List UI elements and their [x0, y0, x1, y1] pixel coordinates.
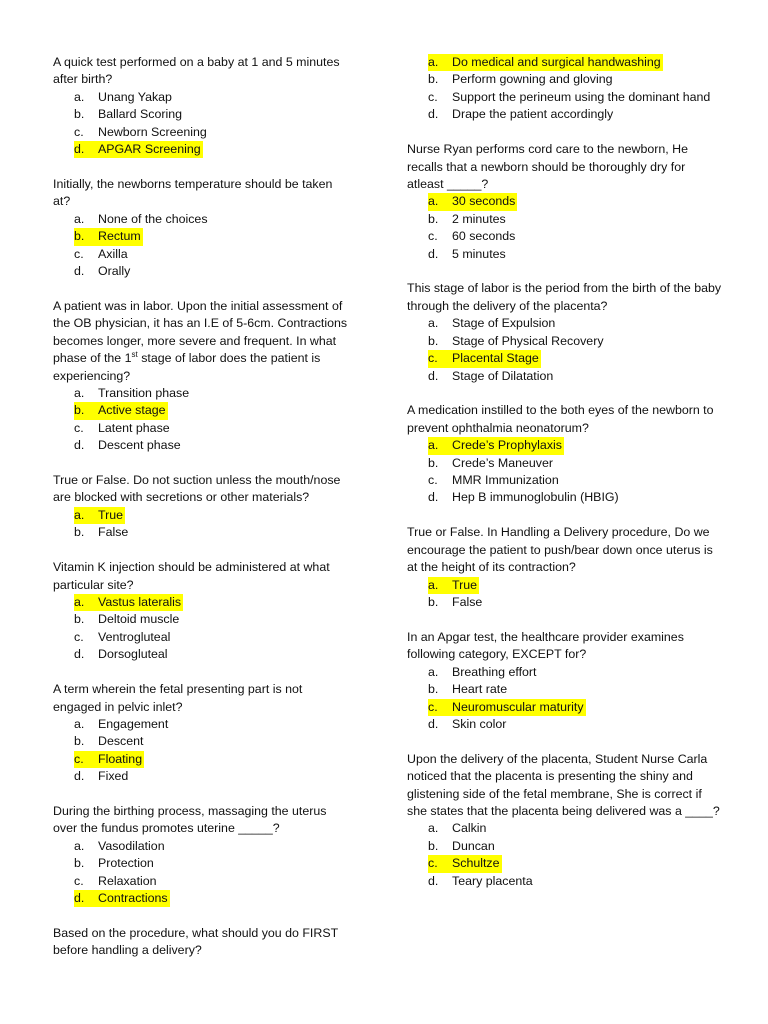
option-text: APGAR Screening — [98, 141, 203, 158]
option-text: Floating — [98, 751, 144, 768]
answer-option-highlighted — [407, 577, 722, 594]
question-stem: True or False. Do not suction unless the mouth/nose are blocked with secretions or other materials? — [53, 473, 341, 505]
answer-option — [407, 838, 722, 855]
option-text: Placental Stage — [452, 350, 541, 367]
question-stem: In an Apgar test, the healthcare provider examines following category, EXCEPT for? — [407, 629, 684, 662]
option-letter: c. — [74, 873, 84, 888]
answer-option-highlighted — [407, 350, 722, 367]
answer-option-highlighted — [53, 402, 353, 419]
option-text: Perform gowning and gloving — [452, 72, 613, 87]
option-letter: c. — [74, 246, 84, 261]
question-block — [407, 629, 722, 733]
answer-option-highlighted — [53, 228, 353, 245]
answer-option — [407, 211, 722, 228]
option-text: Orally — [98, 263, 131, 278]
option-letter: b. — [74, 734, 85, 749]
answer-option — [53, 106, 353, 123]
option-letter: c. — [74, 420, 84, 435]
option-text: True — [452, 577, 479, 594]
answer-option — [53, 768, 353, 785]
option-text: Engagement — [98, 716, 169, 731]
option-letter: d. — [428, 107, 439, 122]
answer-option — [53, 89, 353, 106]
option-text: 30 seconds — [452, 193, 517, 210]
answer-options — [407, 664, 722, 734]
question-stem: Initially, the newborns temperature should be taken at? — [53, 176, 333, 209]
option-text: Fixed — [98, 769, 129, 784]
answer-option — [53, 385, 353, 402]
answer-option — [407, 228, 722, 245]
answer-option — [407, 664, 722, 681]
option-letter: c. — [428, 89, 438, 104]
answer-option — [53, 855, 353, 872]
answer-option — [407, 106, 722, 123]
option-letter: b. — [74, 228, 98, 245]
answer-options — [407, 437, 722, 507]
answer-option-highlighted — [53, 141, 353, 158]
option-letter: b. — [428, 594, 439, 609]
answer-options — [407, 315, 722, 385]
option-text: Hep B immunoglobulin (HBIG) — [452, 490, 619, 505]
option-text: Drape the patient accordingly — [452, 107, 614, 122]
answer-option — [53, 524, 353, 541]
option-text: Duncan — [452, 838, 495, 853]
option-text: Protection — [98, 856, 154, 871]
answer-options — [53, 507, 353, 542]
answer-options — [53, 89, 353, 159]
option-letter: a. — [428, 316, 439, 331]
option-text: Teary placenta — [452, 873, 533, 888]
question-block — [53, 298, 353, 455]
left-column — [53, 54, 353, 977]
option-text: Axilla — [98, 246, 128, 261]
option-text: False — [98, 525, 129, 540]
option-text: False — [452, 594, 483, 609]
option-text: Latent phase — [98, 420, 170, 435]
option-letter: a. — [74, 716, 85, 731]
option-letter: a. — [428, 821, 439, 836]
answer-options — [53, 716, 353, 786]
answer-option — [407, 594, 722, 611]
option-text: Relaxation — [98, 873, 157, 888]
question-block — [407, 751, 722, 890]
question-stem — [53, 298, 353, 385]
question-block — [53, 176, 353, 280]
question-stem: A quick test performed on a baby at 1 and 5 minutes after birth? — [53, 55, 340, 87]
answer-option-highlighted — [53, 890, 353, 907]
option-text: Deltoid muscle — [98, 612, 180, 627]
answer-options — [407, 193, 722, 263]
option-text: MMR Immunization — [452, 473, 559, 488]
question-stem: A term wherein the fetal presenting part is not engaged in pelvic inlet? — [53, 682, 303, 714]
option-letter: d. — [428, 873, 439, 888]
option-letter: b. — [428, 838, 439, 853]
option-letter: c. — [74, 124, 84, 139]
answer-option — [407, 333, 722, 350]
option-text: Crede’s Maneuver — [452, 455, 554, 470]
question-stem: A medication instilled to the both eyes of the newborn to prevent ophthalmia neonatorum? — [407, 403, 714, 435]
option-letter: c. — [74, 629, 84, 644]
option-text: 2 minutes — [452, 211, 506, 226]
answer-option — [53, 124, 353, 141]
question-block — [53, 54, 353, 158]
answer-option — [53, 716, 353, 733]
option-letter: c. — [428, 350, 452, 367]
answer-option-highlighted — [407, 193, 722, 210]
answer-option — [407, 71, 722, 88]
option-letter: b. — [74, 856, 85, 871]
option-text: Neuromuscular maturity — [452, 699, 586, 716]
option-text: Ventrogluteal — [98, 629, 171, 644]
option-letter: b. — [74, 612, 85, 627]
question-block — [407, 524, 722, 611]
option-text: True — [98, 507, 125, 524]
option-letter: a. — [74, 838, 85, 853]
option-text: None of the choices — [98, 211, 208, 226]
option-letter: a. — [74, 507, 98, 524]
option-text: Rectum — [98, 228, 143, 245]
answer-option — [53, 733, 353, 750]
answer-option — [53, 437, 353, 454]
answer-option-highlighted — [407, 437, 722, 454]
question-block — [53, 559, 353, 663]
question-block — [407, 141, 722, 263]
option-letter: d. — [74, 263, 85, 278]
option-text: Stage of Physical Recovery — [452, 333, 604, 348]
option-text: 60 seconds — [452, 229, 516, 244]
answer-option — [407, 716, 722, 733]
question-stem: This stage of labor is the period from the birth of the baby through the delivery of the placenta? — [407, 281, 722, 313]
answer-option — [53, 420, 353, 437]
answer-option — [407, 820, 722, 837]
option-text: Active stage — [98, 402, 168, 419]
question-stem: Nurse Ryan performs cord care to the newborn, He recalls that a newborn should be thoroughly dry for atleast _____? — [407, 142, 688, 191]
option-letter: a. — [428, 664, 439, 679]
option-text: Contractions — [98, 890, 170, 907]
option-text: Transition phase — [98, 385, 190, 400]
option-text: Crede’s Prophylaxis — [452, 437, 564, 454]
question-stem: True or False. In Handling a Delivery procedure, Do we encourage the patient to push/bear down once uterus is at the height of its contraction? — [407, 525, 713, 575]
answer-options — [53, 838, 353, 908]
option-letter: b. — [74, 402, 98, 419]
question-block — [407, 280, 722, 384]
option-letter: d. — [428, 246, 439, 261]
option-text: Vasodilation — [98, 838, 165, 853]
option-letter: c. — [428, 855, 452, 872]
answer-option — [53, 211, 353, 228]
option-letter: a. — [74, 594, 98, 611]
option-letter: c. — [428, 473, 438, 488]
stem-superscript: st — [131, 349, 138, 359]
answer-option-highlighted — [407, 855, 722, 872]
question-stem: During the birthing process, massaging the uterus over the fundus promotes uterine _____? — [53, 804, 327, 836]
right-column — [407, 54, 722, 908]
answer-options — [53, 211, 353, 281]
question-stem: Based on the procedure, what should you do FIRST before handling a delivery? — [53, 925, 338, 958]
option-letter: a. — [74, 211, 85, 226]
answer-option — [407, 681, 722, 698]
option-letter: a. — [428, 437, 452, 454]
answer-option — [53, 629, 353, 646]
answer-option — [53, 246, 353, 263]
option-text: Support the perineum using the dominant hand — [452, 89, 711, 104]
question-block — [407, 54, 722, 124]
answer-options — [53, 594, 353, 664]
answer-option — [53, 873, 353, 890]
stem-text: A patient was in labor. Upon the initial assessment of the OB physician, it has an I.E of 5-6cm. Contractions becomes longer, more severe and frequent. In what phase of the 1 — [53, 298, 348, 366]
stem-text: stage of labor does the patient is experiencing? — [53, 351, 321, 383]
question-block — [53, 925, 353, 960]
option-text: Dorsogluteal — [98, 647, 168, 662]
option-letter: b. — [74, 525, 85, 540]
option-text: Descent phase — [98, 438, 181, 453]
answer-option-highlighted — [407, 699, 722, 716]
answer-options — [53, 385, 353, 455]
answer-option — [407, 455, 722, 472]
option-text: Stage of Dilatation — [452, 368, 554, 383]
option-letter: b. — [74, 107, 85, 122]
answer-option — [53, 611, 353, 628]
option-letter: c. — [428, 699, 452, 716]
option-letter: d. — [428, 716, 439, 731]
answer-options — [407, 577, 722, 612]
option-letter: a. — [428, 193, 452, 210]
answer-option — [407, 368, 722, 385]
option-letter: d. — [74, 890, 98, 907]
option-text: Unang Yakap — [98, 89, 172, 104]
option-letter: d. — [428, 368, 439, 383]
option-letter: b. — [428, 333, 439, 348]
question-stem: Upon the delivery of the placenta, Student Nurse Carla noticed that the placenta is presenting the shiny and glistening side of the fetal membrane, She is correct if she states that the placenta being delivered was a ____? — [407, 751, 720, 819]
option-text: Calkin — [452, 821, 487, 836]
question-block — [407, 402, 722, 506]
question-block — [53, 472, 353, 542]
option-letter: a. — [74, 385, 85, 400]
answer-option — [407, 315, 722, 332]
option-text: Heart rate — [452, 682, 508, 697]
answer-option — [53, 838, 353, 855]
option-letter: d. — [74, 647, 85, 662]
answer-option — [53, 646, 353, 663]
option-letter: d. — [74, 438, 85, 453]
answer-options — [407, 820, 722, 890]
answer-option-highlighted — [53, 594, 353, 611]
question-block — [53, 681, 353, 785]
option-text: Vastus lateralis — [98, 594, 183, 611]
answer-option — [407, 489, 722, 506]
option-letter: a. — [428, 54, 452, 71]
option-letter: d. — [428, 490, 439, 505]
option-text: Schultze — [452, 855, 502, 872]
option-text: 5 minutes — [452, 246, 506, 261]
option-text: Do medical and surgical handwashing — [452, 54, 663, 71]
answer-option — [407, 89, 722, 106]
option-letter: b. — [428, 682, 439, 697]
option-letter: b. — [428, 72, 439, 87]
answer-option-highlighted — [53, 751, 353, 768]
option-letter: a. — [428, 577, 452, 594]
answer-option — [53, 263, 353, 280]
option-letter: b. — [428, 455, 439, 470]
option-text: Newborn Screening — [98, 124, 207, 139]
option-text: Breathing effort — [452, 664, 537, 679]
option-letter: a. — [74, 89, 85, 104]
question-stem: Vitamin K injection should be administered at what particular site? — [53, 560, 330, 592]
option-letter: c. — [74, 751, 98, 768]
answer-option-highlighted — [407, 54, 722, 71]
option-letter: b. — [428, 211, 439, 226]
answer-option — [407, 246, 722, 263]
option-text: Skin color — [452, 716, 507, 731]
option-text: Stage of Expulsion — [452, 316, 556, 331]
answer-option — [407, 472, 722, 489]
option-letter: d. — [74, 141, 98, 158]
answer-option-highlighted — [53, 507, 353, 524]
answer-option — [407, 873, 722, 890]
option-letter: d. — [74, 769, 85, 784]
option-text: Ballard Scoring — [98, 107, 183, 122]
answer-options — [407, 54, 722, 124]
option-text: Descent — [98, 734, 144, 749]
option-letter: c. — [428, 229, 438, 244]
question-block — [53, 803, 353, 907]
